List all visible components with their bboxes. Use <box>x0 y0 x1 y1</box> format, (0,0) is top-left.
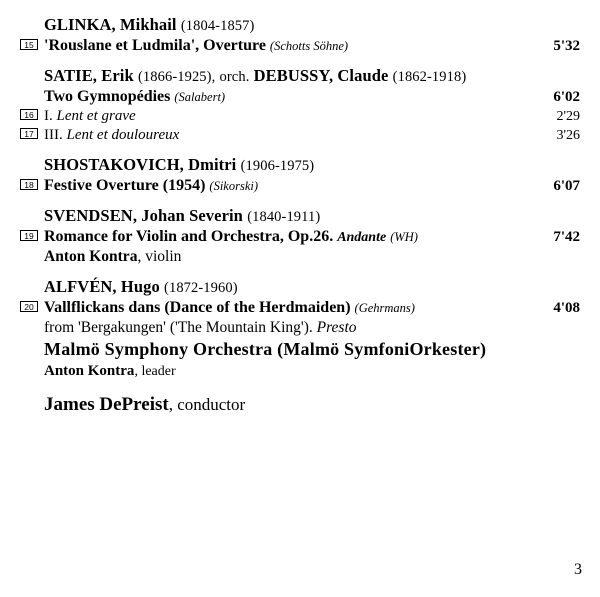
publisher: (Gehrmans) <box>354 300 415 315</box>
track-row <box>20 107 580 126</box>
publisher: (WH) <box>390 229 418 244</box>
track-row <box>20 36 580 56</box>
movement-number: I. <box>44 108 53 125</box>
track-row <box>20 298 580 318</box>
track-number: 16 <box>20 109 38 120</box>
work-continuation-row <box>20 318 580 338</box>
track-listing <box>20 14 580 347</box>
composer-line <box>20 154 580 176</box>
conductor-name: James DePreist <box>44 394 169 415</box>
track-number-spacer <box>20 68 38 79</box>
work-group-satie <box>20 65 580 145</box>
track-duration: 7'42 <box>553 228 580 245</box>
work-tempo: Presto <box>316 319 357 337</box>
composer-name: SVENDSEN, Johan Severin <box>44 206 243 226</box>
soloist-instrument: , violin <box>137 248 182 266</box>
work-group-alfven <box>20 276 580 338</box>
composer-line <box>20 205 580 227</box>
page-number: 3 <box>574 561 582 578</box>
work-title: Romance for Violin and Orchestra, Op.26. <box>44 227 334 245</box>
track-number: 17 <box>20 128 38 139</box>
composer-line <box>20 65 580 87</box>
orchestrator-name: DEBUSSY, Claude <box>253 66 389 86</box>
movement-block <box>44 126 546 145</box>
track-number-spacer <box>20 17 38 28</box>
track-number-spacer <box>20 88 38 99</box>
soloist-row <box>20 247 580 267</box>
leader-name: Anton Kontra <box>44 362 135 379</box>
movement-title: Lent et grave <box>56 108 136 125</box>
work-group-glinka <box>20 14 580 56</box>
track-number-spacer <box>20 157 38 168</box>
work-title: Two Gymnopédies <box>44 87 171 105</box>
work-title: Festive Overture (1954) <box>44 176 206 194</box>
track-duration: 6'07 <box>553 177 580 194</box>
conductor-line <box>44 393 574 417</box>
composer-name: ALFVÉN, Hugo <box>44 277 160 297</box>
composer-line <box>20 14 580 36</box>
movement-title: Lent et douloureux <box>66 127 180 144</box>
work-source-block <box>44 318 570 338</box>
publisher: (Salabert) <box>174 89 226 104</box>
composer-line <box>20 276 580 298</box>
composer-name: SHOSTAKOVICH, Dmitri <box>44 155 237 175</box>
composer-name-block <box>44 154 570 176</box>
track-duration: 3'26 <box>556 128 580 144</box>
leader-line <box>44 362 574 382</box>
work-title: Vallflickans dans (Dance of the Herdmaiden) <box>44 298 351 316</box>
work-title-block <box>44 87 543 107</box>
track-duration: 2'29 <box>556 109 580 125</box>
track-number-spacer <box>20 279 38 290</box>
track-number: 15 <box>20 39 38 50</box>
composer-dates: (1906-1975) <box>240 158 315 175</box>
composer-dates: (1866-1925), <box>137 69 216 86</box>
track-duration: 5'32 <box>553 37 580 54</box>
track-number-spacer <box>20 208 38 219</box>
composer-name-block <box>44 205 570 227</box>
track-duration: 4'08 <box>553 299 580 316</box>
publisher: (Sikorski) <box>209 178 259 193</box>
orchestra-name: Malmö Symphony Orchestra (Malmö SymfoniOrkester) <box>44 339 487 359</box>
work-group-shostakovich <box>20 154 580 196</box>
work-duration: 6'02 <box>553 88 580 105</box>
track-number: 19 <box>20 230 38 241</box>
track-number-spacer <box>20 319 38 330</box>
performers-block <box>44 338 574 417</box>
composer-name-block <box>44 14 570 36</box>
work-group-svendsen <box>20 205 580 267</box>
orchestrator-label: orch. <box>219 69 250 86</box>
work-source: from 'Bergakungen' ('The Mountain King'). <box>44 319 313 337</box>
soloist-name: Anton Kontra <box>44 248 138 266</box>
work-tempo: Andante <box>337 229 387 245</box>
work-title-block <box>44 227 543 247</box>
movement-block <box>44 107 546 126</box>
work-title-block <box>44 176 543 196</box>
track-number: 20 <box>20 301 38 312</box>
track-row <box>20 176 580 196</box>
publisher: (Schotts Söhne) <box>269 38 349 53</box>
orchestrator-dates: (1862-1918) <box>392 69 467 86</box>
track-row <box>20 87 580 107</box>
soloist-block <box>44 247 570 267</box>
composer-name: GLINKA, Mikhail <box>44 15 177 34</box>
composer-name-block <box>44 65 570 87</box>
composer-name-block <box>44 276 570 298</box>
composer-name: SATIE, Erik <box>44 66 134 86</box>
composer-dates: (1872-1960) <box>164 280 238 297</box>
track-row <box>20 227 580 247</box>
work-title: 'Rouslane et Ludmila', Overture <box>44 36 266 54</box>
track-number: 18 <box>20 179 38 190</box>
leader-role: , leader <box>134 363 176 379</box>
track-row <box>20 126 580 145</box>
track-number-spacer <box>20 248 38 259</box>
work-title-block <box>44 298 543 318</box>
composer-dates: (1804-1857) <box>180 18 255 34</box>
movement-number: III. <box>44 127 63 144</box>
conductor-role: , conductor <box>168 395 246 414</box>
composer-dates: (1840-1911) <box>247 209 321 226</box>
work-title-block <box>44 36 543 56</box>
